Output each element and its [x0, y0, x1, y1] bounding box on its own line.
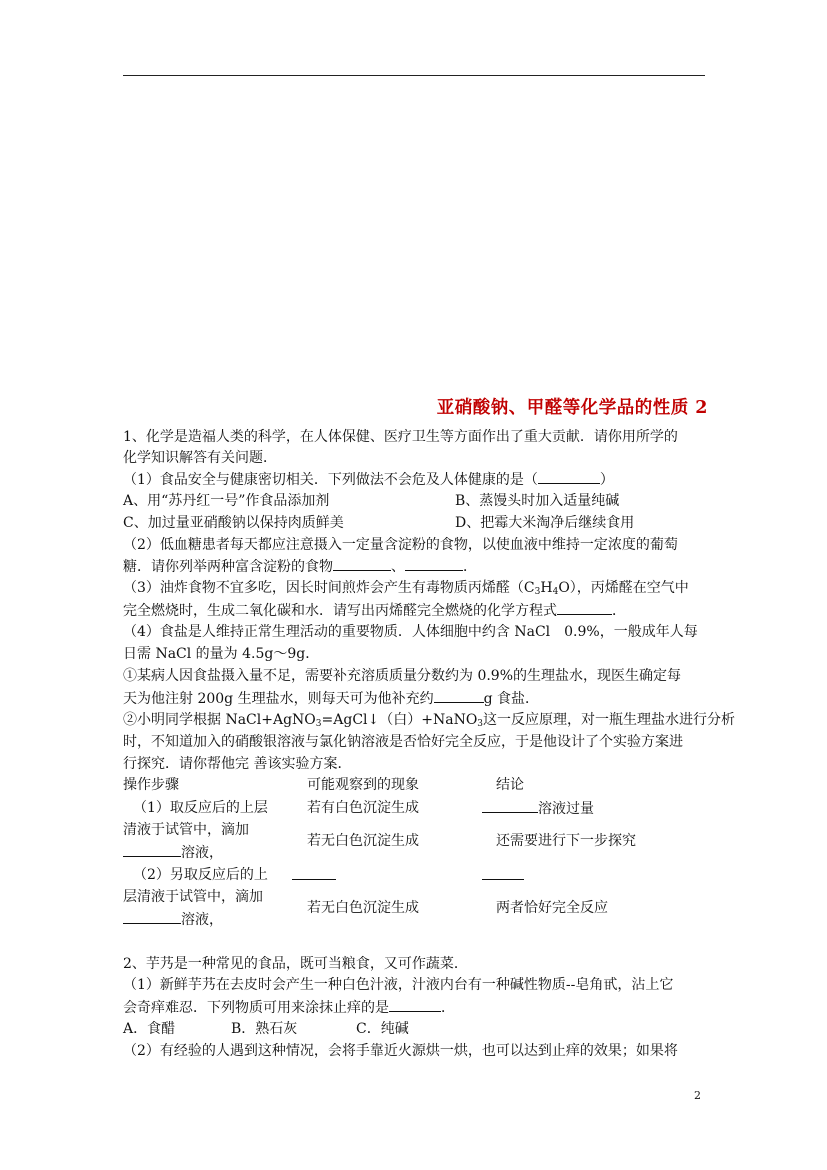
- q1-part3-line2: [123, 601, 626, 620]
- q1-part4b-text-b: =AgCl↓（白）+NaNO: [321, 712, 478, 728]
- q1-part4a-line1: ①某病人因食盐摄入量不足，需要补充溶质质量分数约为 0.9%的生理盐水，现医生确定每: [123, 668, 682, 684]
- table-step2-line2: 层清液于试管中，滴加: [123, 889, 263, 905]
- answer-blank[interactable]: [123, 910, 181, 924]
- q1-part1-text: （1）食品安全与健康密切相关．下列做法不会危及人体健康的是（: [123, 472, 538, 488]
- table-step1-reagent-text: 溶液，: [181, 845, 223, 861]
- answer-blank[interactable]: [292, 866, 336, 880]
- answer-blank[interactable]: [389, 998, 441, 1012]
- q1-part4b-line3: 行探究．请你帮他完 善该实验方案．: [123, 756, 352, 772]
- table-con2a: [482, 866, 524, 885]
- table-step2-line1: （2）另取反应后的上: [133, 867, 268, 883]
- q1-part4b-text-c: 这一反应原理，对一瓶生理盐水进行分析: [483, 712, 736, 728]
- table-obs1a: 若有白色沉淀生成: [307, 800, 419, 816]
- q2-part1-text: 会奇痒难忍．下列物质可用来涂抹止痒的是: [123, 1000, 389, 1016]
- subscript: 3: [315, 719, 322, 729]
- q1-part3-text-a: （3）油炸食物不宜多吃，因长时间煎炸会产生有毒物质丙烯醛（C: [123, 580, 535, 596]
- table-obs2b: 若无白色沉淀生成: [307, 900, 419, 916]
- q2-part1-line2: [123, 998, 455, 1017]
- q2-option-b: B．熟石灰: [231, 1021, 298, 1037]
- q1-part4a-line2: [123, 689, 539, 708]
- table-con1a-text: 溶液过量: [538, 801, 594, 817]
- table-step1-line2: 清液于试管中，滴加: [123, 822, 249, 838]
- q1-option-b: B、蒸馒头时加入适量纯碱: [455, 493, 620, 509]
- q1-part2-end: ．: [463, 559, 477, 575]
- q2-intro: 2、芋艿是一种常见的食品，既可当粮食，又可作蔬菜．: [123, 956, 468, 972]
- answer-blank[interactable]: [123, 843, 181, 857]
- q1-part3-text-d: 完全燃烧时，生成二氧化碳和水．请写出丙烯醛完全燃烧的化学方程式: [123, 603, 557, 619]
- table-con1a: [482, 799, 594, 818]
- table-step1-line1: （1）取反应后的上层: [133, 800, 268, 816]
- q1-part4b-line2: 时，不知道加入的硝酸银溶液与氯化钠溶液是否恰好完全反应，于是他设计了个实验方案进: [123, 734, 683, 750]
- answer-blank[interactable]: [482, 866, 524, 880]
- answer-blank[interactable]: [557, 601, 612, 615]
- table-obs2a: [292, 866, 336, 885]
- table-header-observation: 可能观察到的现象: [307, 777, 419, 793]
- q1-part4b-text-a: ②小明同学根据 NaCl+AgNO: [123, 712, 316, 728]
- answer-blank[interactable]: [405, 557, 463, 571]
- q1-part4-line1: （4）食盐是人维持正常生理活动的重要物质．人体细胞中约含 NaCl 0.9%，一般成年人每: [123, 624, 698, 640]
- answer-blank[interactable]: [538, 470, 600, 484]
- q1-part4b-line1: [123, 711, 735, 729]
- table-header-step: 操作步骤: [123, 777, 179, 793]
- subscript: 3: [534, 587, 541, 597]
- table-step2-line3: [123, 910, 223, 929]
- answer-blank[interactable]: [333, 557, 391, 571]
- subscript: 3: [477, 719, 484, 729]
- q1-part2-line1: （2）低血糖患者每天都应注意摄入一定量含淀粉的食物，以使血液中维持一定浓度的葡萄: [123, 537, 678, 553]
- q1-intro-line1: 1、化学是造福人类的科学，在人体保健、医疗卫生等方面作出了重大贡献．请你用所学的: [123, 429, 678, 445]
- q2-part1-end: ．: [441, 1000, 455, 1016]
- table-obs1b: 若无白色沉淀生成: [307, 833, 419, 849]
- table-con2b: 两者恰好完全反应: [496, 900, 608, 916]
- q1-part4a-end: g 食盐．: [483, 691, 540, 707]
- q2-option-a: A．食醋: [123, 1021, 176, 1037]
- q1-part1-end: ）: [599, 472, 614, 488]
- q1-part3-text-b: H: [540, 580, 553, 596]
- table-step1-line3: [123, 843, 223, 862]
- q1-part3-end: ．: [612, 603, 626, 619]
- q1-option-d: D、把霉大米淘净后继续食用: [455, 515, 635, 531]
- table-header-conclusion: 结论: [496, 777, 524, 793]
- q1-part3-line1: [123, 579, 689, 597]
- q1-part1: [123, 470, 614, 489]
- subscript: 4: [552, 587, 559, 597]
- q1-part4-line2: 日需 NaCl 的量为 4.5g～9g．: [123, 646, 320, 662]
- q1-part2-text: 糖．请你列举两种富含淀粉的食物: [123, 559, 333, 575]
- q2-part1-line1: （1）新鲜芋艿在去皮时会产生一种白色汁液，汁液内台有一种碱性物质--皂角甙，沾上它: [123, 977, 674, 993]
- q2-part2: （2）有经验的人遇到这种情况，会将手靠近火源烘一烘，也可以达到止痒的效果；如果将: [123, 1043, 678, 1059]
- page-number: 2: [694, 1089, 701, 1102]
- answer-blank[interactable]: [434, 689, 484, 703]
- q1-part3-text-c: O），丙烯醛在空气中: [558, 580, 689, 596]
- table-step2-reagent-text: 溶液，: [181, 912, 223, 928]
- q1-option-c: C、加过量亚硝酸钠以保持肉质鲜美: [123, 515, 344, 531]
- q1-option-a: A、用“苏丹红一号”作食品添加剂: [123, 493, 330, 509]
- q1-intro-line2: 化学知识解答有关问题．: [123, 450, 277, 466]
- table-con1b: 还需要进行下一步探究: [496, 833, 636, 849]
- q2-option-c: C．纯碱: [356, 1021, 409, 1037]
- q1-part4a-text: 天为他注射 200g 生理盐水，则每天可为他补充约: [123, 691, 434, 707]
- answer-blank[interactable]: [482, 799, 538, 813]
- header-rule: [123, 75, 705, 76]
- q1-part2-sep: 、: [391, 559, 405, 575]
- q1-part2-line2: [123, 557, 477, 576]
- page-title: 亚硝酸钠、甲醛等化学品的性质 2: [436, 398, 708, 418]
